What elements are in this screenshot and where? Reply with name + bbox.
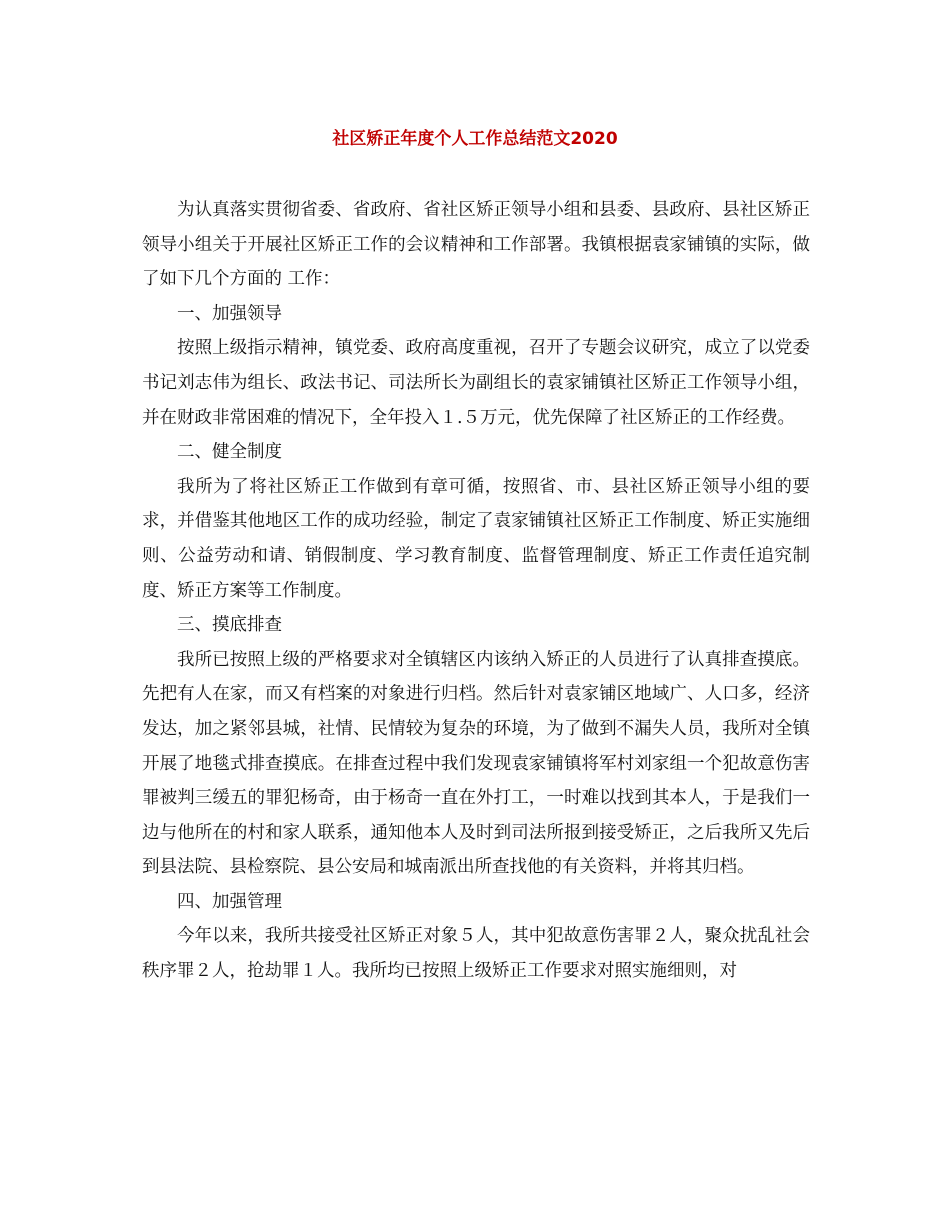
document-title: 社区矫正年度个人工作总结范文2020 (332, 129, 618, 149)
paragraph-leadership: 按照上级指示精神，镇党委、政府高度重视，召开了专题会议研究，成立了以党委书记刘志伟为组长、政法书记、司法所长为副组长的袁家铺镇社区矫正工作领导小组，并在财政非常困难的情况下，全年投入１.５万元，优先保障了社区矫正的工作经费。 (142, 338, 810, 428)
section-heading-4: 四、加强管理 (177, 891, 282, 912)
section-heading-1: 一、加强领导 (177, 303, 282, 324)
paragraph-management: 今年以来，我所共接受社区矫正对象５人，其中犯故意伤害罪２人，聚众扰乱社会秩序罪２人，抢劫罪１人。我所均已按照上级矫正工作要求对照实施细则，对 (142, 926, 810, 982)
paragraph-survey: 我所已按照上级的严格要求对全镇辖区内该纳入矫正的人员进行了认真排查摸底。先把有人在家，而又有档案的对象进行归档。然后针对袁家铺区地域广、人口多，经济发达，加之紧邻县城，社情、民情较为复杂的环境，为了做到不漏失人员，我所对全镇开展了地毯式排查摸底。在排查过程中我们发现袁家铺镇将军村刘家组一个犯故意伤害罪被判三缓五的罪犯杨奇，由于杨奇一直在外打工，一时难以找到其本人，于是我们一边与他所在的村和家人联系，通知他本人及时到司法所报到接受矫正，之后我所又先后到县法院、县检察院、县公安局和城南派出所查找他的有关资料，并将其归档。 (142, 649, 810, 878)
document-body (142, 193, 810, 989)
section-heading-3: 三、摸底排查 (177, 615, 282, 636)
paragraph-rules: 我所为了将社区矫正工作做到有章可循，按照省、市、县社区矫正领导小组的要求，并借鉴其他地区工作的成功经验，制定了袁家铺镇社区矫正工作制度、矫正实施细则、公益劳动和请、销假制度、学习教育制度、监督管理制度、矫正工作责任追究制度、矫正方案等工作制度。 (142, 476, 810, 601)
paragraph-intro: 为认真落实贯彻省委、省政府、省社区矫正领导小组和县委、县政府、县社区矫正领导小组关于开展社区矫正工作的会议精神和工作部署。我镇根据袁家铺镇的实际，做了如下几个方面的 工作： (142, 200, 810, 290)
section-heading-2: 二、健全制度 (177, 442, 282, 463)
